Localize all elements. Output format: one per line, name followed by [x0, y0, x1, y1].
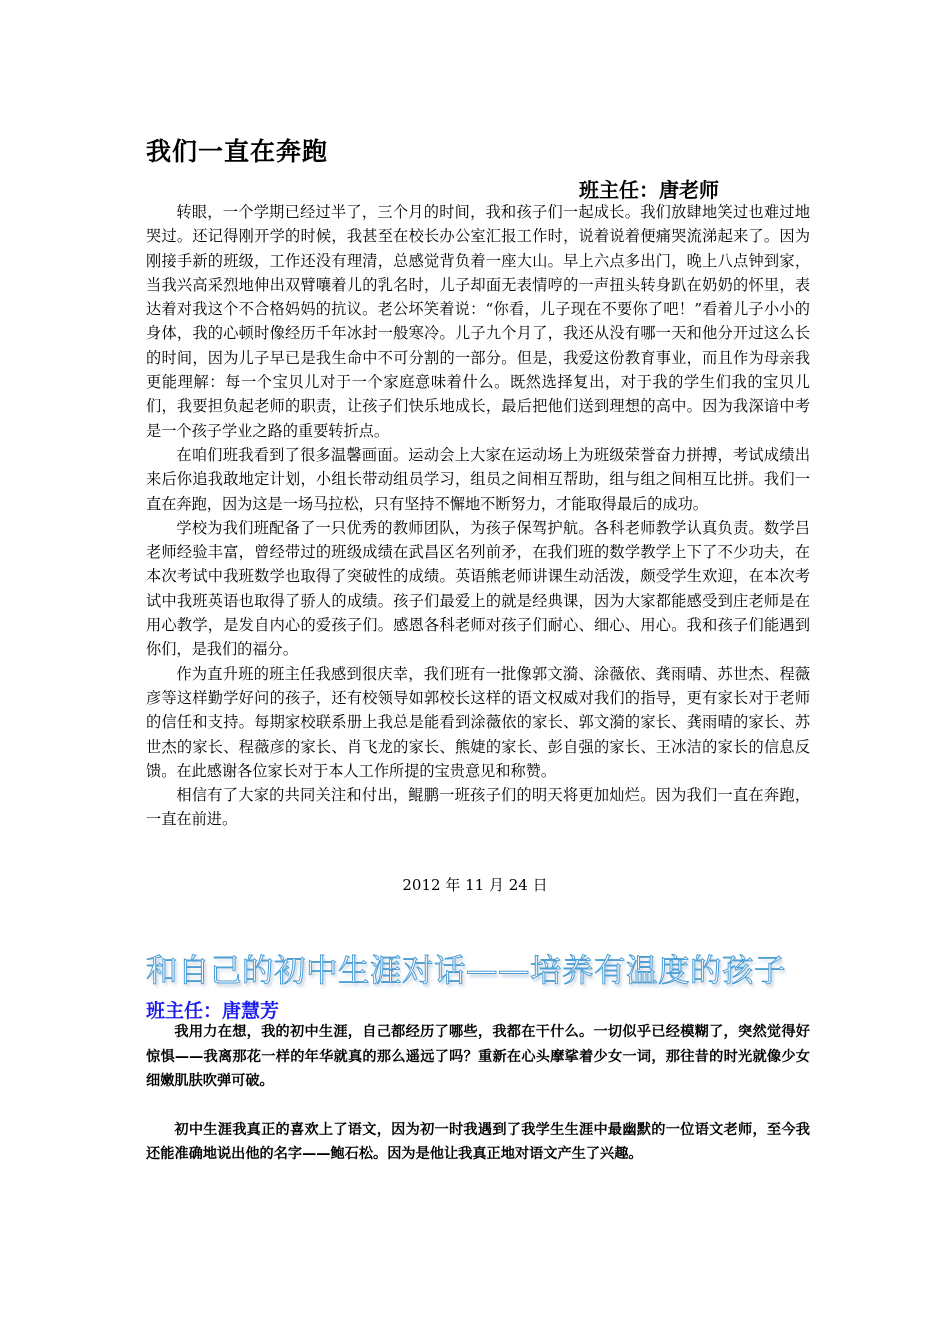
paragraph: 转眼，一个学期已经过半了，三个月的时间，我和孩子们一起成长。我们放肆地笑过也难过地哭过。还记得刚开学的时候，我甚至在校长办公室汇报工作时，说着说着便痛哭流涕起来了。因为刚接手新的班级，工作还没有理清，总感觉背负着一座大山。早上六点多出门，晚上八点钟到家，当我兴高采烈地伸出双臂嚷着儿的乳名时，儿子却面无表情哼的一声扭头转身趴在奶奶的怀里，表达着对我这个不合格妈妈的抗议。老公坏笑着说：“你看，儿子现在不要你了吧！”看着儿子小小的身体，我的心顿时像经历千年冰封一般寒冷。儿子九个月了，我还从没有哪一天和他分开过这么长的时间，因为儿子早已是我生命中不可分割的一部分。但是，我爱这份教育事业，而且作为母亲我更能理解：每一个宝贝儿对于一个家庭意味着什么。既然选择复出，对于我的学生们我的宝贝儿们，我要担负起老师的职责，让孩子们快乐地成长，最后把他们送到理想的高中。因为我深谙中考是一个孩子学业之路的重要转折点。 — [146, 203, 810, 440]
article-author: 班主任：唐慧芳 — [146, 1000, 280, 1022]
article-date: 2012 年 11 月 24 日 — [402, 876, 548, 894]
article-body — [146, 200, 810, 832]
article-body — [146, 1020, 810, 1167]
paragraph: 初中生涯我真正的喜欢上了语文，因为初一时我遇到了我学生生涯中最幽默的一位语文老师，至今我还能准确地说出他的名字——鲍石松。因为是他让我真正地对语文产生了兴趣。 — [146, 1121, 810, 1162]
article-title: 我们一直在奔跑 — [146, 137, 329, 166]
paragraph: 作为直升班的班主任我感到很庆幸，我们班有一批像郭文漪、涂薇依、龚雨晴、苏世杰、程薇彦等这样勤学好问的孩子，还有校领导如郭校长这样的语文权威对我们的指导，更有家长对于老师的信任和支持。每期家校联系册上我总是能看到涂薇依的家长、郭文漪的家长、龚雨晴的家长、苏世杰的家长、程薇彦的家长、肖飞龙的家长、熊婕的家长、彭自强的家长、王冰洁的家长的信息反馈。在此感谢各位家长对于本人工作所提的宝贵意见和称赞。 — [146, 664, 810, 780]
paragraph: 学校为我们班配备了一只优秀的教师团队，为孩子保驾护航。各科老师教学认真负责。数学吕老师经验丰富，曾经带过的班级成绩在武昌区名列前矛，在我们班的数学教学上下了不少功夫，在本次考试中我班数学也取得了突破性的成绩。英语熊老师讲课生动活泼，颇受学生欢迎，在本次考试中我班英语也取得了骄人的成绩。孩子们最爱上的就是经典课，因为大家都能感受到庄老师是在用心教学，是发自内心的爱孩子们。感恩各科老师对孩子们耐心、细心、用心。我和孩子们能遇到你们，是我们的福分。 — [146, 518, 810, 659]
article-author: 班主任：唐老师 — [579, 178, 719, 202]
paragraph: 相信有了大家的共同关注和付出，鲲鹏一班孩子们的明天将更加灿烂。因为我们一直在奔跑，一直在前进。 — [146, 786, 810, 829]
paragraph: 我用力在想，我的初中生涯，自己都经历了哪些，我都在干什么。一切似乎已经模糊了，突然觉得好惊惧——我离那花一样的年华就真的那么遥远了吗？重新在心头摩挲着少女一词，那往昔的时光就像少女细嫩肌肤吹弹可破。 — [146, 1024, 810, 1089]
paragraph: 在咱们班我看到了很多温馨画面。运动会上大家在运动场上为班级荣誉奋力拼搏，考试成绩出来后你追我敢地定计划，小组长带动组员学习，组员之间相互帮助，组与组之间相互比拼。我们一直在奔跑，因为这是一场马拉松，只有坚持不懈地不断努力，才能取得最后的成功。 — [146, 445, 810, 513]
wordart-title: 和自己的初中生涯对话——培养有温度的孩子 — [146, 953, 787, 989]
